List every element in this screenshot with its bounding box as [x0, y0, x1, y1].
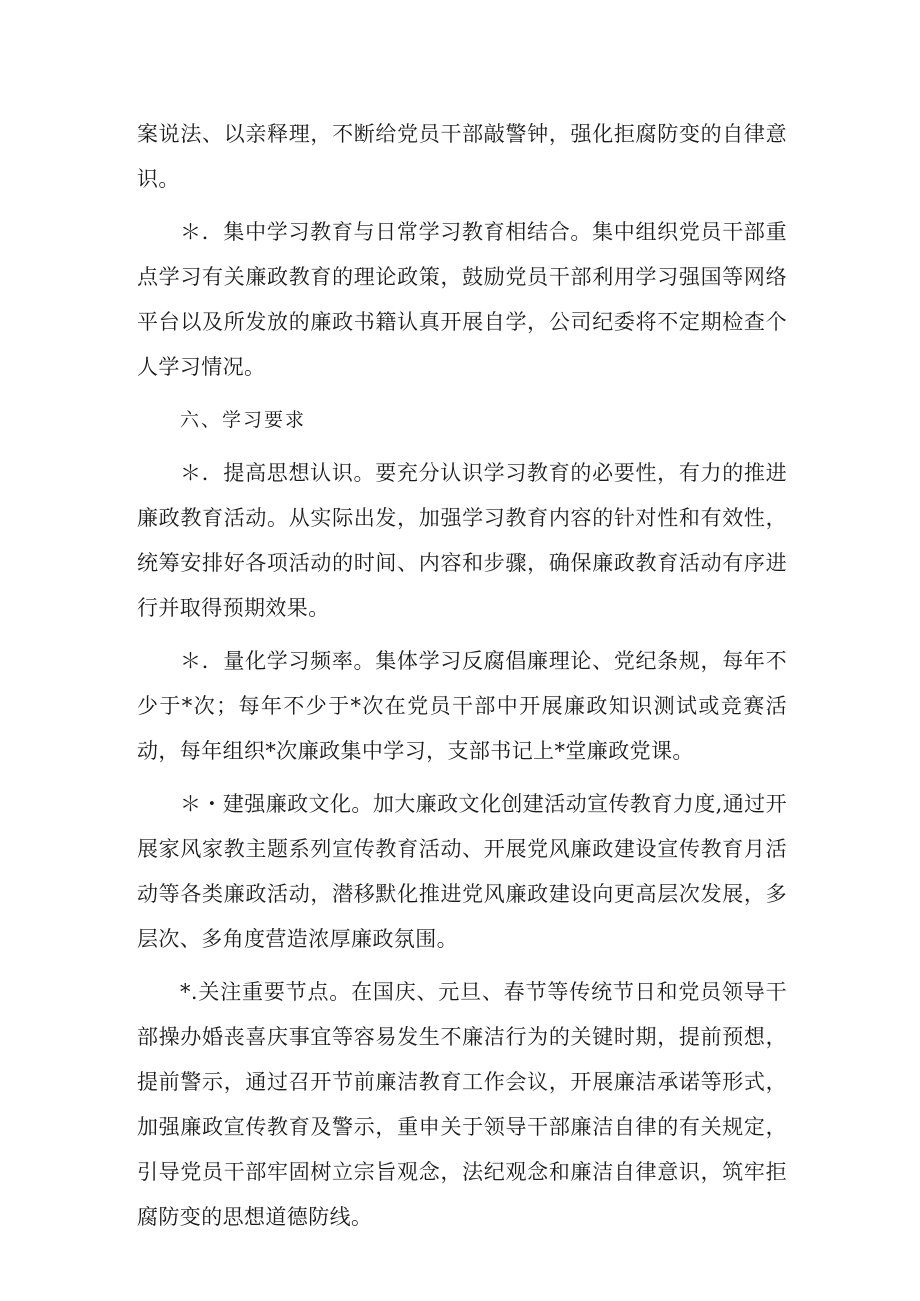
paragraph-study-combination: ＊．集中学习教育与日常学习教育相结合。集中组织党员干部重点学习有关廉政教育的理论政策，鼓励党员干部利用学习强国等网络平台以及所发放的廉政书籍认真开展自学，公司纪委将不定期检查个人学习情况。: [137, 220, 787, 379]
paragraph-build-culture: ＊・建强廉政文化。加大廉政文化创建活动宣传教育力度,通过开展家风家教主题系列宣传教育活动、开展党风廉政建设宣传教育月活动等各类廉政活动，潜移默化推进党风廉政建设向更高层次发展，多层次、多角度营造浓厚廉政氛围。: [137, 792, 787, 951]
section-heading-study-requirements: 六、学习要求: [180, 409, 307, 431]
paragraph-continuation: 案说法、以亲释理，不断给党员干部敲警钟，强化拒腐防变的自律意识。: [137, 122, 787, 191]
paragraph-raise-awareness: ＊．提高思想认识。要充分认识学习教育的必要性，有力的推进廉政教育活动。从实际出发，加强学习教育内容的针对性和有效性，统筹安排好各项活动的时间、内容和步骤，确保廉政教育活动有序进行并取得预期效果。: [137, 461, 787, 620]
document-body: [137, 112, 787, 1248]
paragraph-key-dates: *.关注重要节点。在国庆、元旦、春节等传统节日和党员领导干部操办婚丧喜庆事宜等容易发生不廉洁行为的关键时期，提前预想，提前警示，通过召开节前廉洁教育工作会议，开展廉洁承诺等形式，加强廉政宣传教育及警示，重申关于领导干部廉洁自律的有关规定，引导党员干部牢固树立宗旨观念，法纪观念和廉洁自律意识，筑牢拒腐防变的思想道德防线。: [137, 980, 787, 1229]
paragraph-quantify-frequency: ＊．量化学习频率。集体学习反腐倡廉理论、党纪条规，每年不少于*次；每年不少于*次在党员干部中开展廉政知识测试或竞赛活动，每年组织*次廉政集中学习，支部书记上*堂廉政党课。: [137, 649, 787, 763]
